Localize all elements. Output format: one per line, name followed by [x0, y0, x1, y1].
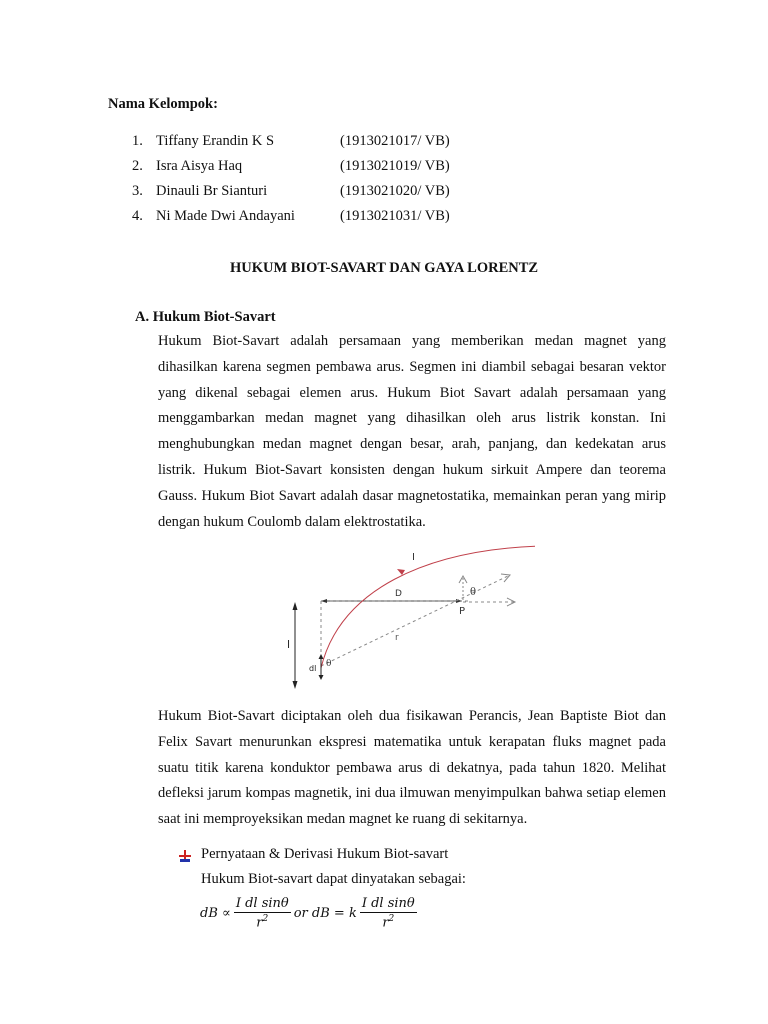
- member-number: 2.: [132, 158, 143, 174]
- label-height: l: [287, 638, 291, 651]
- formula-numerator-1: I dl sinθ: [235, 895, 289, 911]
- formula-denominator-2: $r^2$: [382, 913, 395, 931]
- bullet-cross-icon: [178, 849, 192, 863]
- formula-lhs: dB ∝: [200, 905, 231, 921]
- member-name: Tiffany Erandin K S: [156, 133, 275, 149]
- member-number: 1.: [132, 133, 143, 149]
- section-heading: A. Hukum Biot-Savart: [135, 309, 276, 325]
- dashed-r-line: [321, 575, 510, 666]
- member-id: (1913021017/ VB): [340, 133, 450, 149]
- member-id: (1913021031/ VB): [340, 208, 450, 224]
- formula-denominator-1: $r^2$: [256, 913, 269, 931]
- paragraph-history: Hukum Biot-Savart diciptakan oleh dua fisikawan Perancis, Jean Baptiste Biot dan Felix Savart menurunkan ekspresi matematika untuk kerapatan fluks magnet pada suatu titik karena konduktor pembawa arus di dekatnya, pada tahun 1820. Melihat defleksi jarum kompas magnetik, ini dua ilmuwan menyimpulkan bahwa setiap elemen saat ini memproyeksikan medan magnet ke ruang di sekitarnya.: [158, 708, 666, 828]
- member-name: Dinauli Br Sianturi: [156, 183, 268, 199]
- group-label: Nama Kelompok:: [108, 96, 218, 112]
- label-current: I: [412, 552, 415, 563]
- bullet-title: Pernyataan & Derivasi Hukum Biot-savart: [201, 846, 449, 862]
- member-id: (1913021020/ VB): [340, 183, 450, 199]
- label-distance: D: [395, 589, 402, 599]
- member-row: [132, 208, 492, 228]
- member-number: 4.: [132, 208, 143, 224]
- paragraph-intro: Hukum Biot-Savart adalah persamaan yang memberikan medan magnet yang dihasilkan karena segmen pembawa arus. Segmen ini diambil sebagai besaran vektor yang dikenal sebagai elemen arus. Hukum Biot Savart adalah persamaan yang menggambarkan medan magnet yang dihasilkan oleh arus listrik konstan. Ini menghubungkan medan magnet dengan besar, arah, panjang, dan kedekatan arus listrik. Hukum Biot-Savart konsisten dengan hukum sirkuit Ampere dan teorema Gauss. Hukum Biot Savart adalah dasar magnetostatika, memainkan peran yang mirip dengan hukum Coulomb dalam elektrostatika.: [158, 333, 666, 530]
- label-dl: dl: [309, 664, 317, 673]
- label-theta-bottom: θ: [326, 659, 332, 669]
- formula-fraction-1: [234, 896, 291, 930]
- member-id: (1913021019/ VB): [340, 158, 450, 174]
- label-theta-top: θ: [470, 587, 477, 598]
- formula-numerator-2: I dl sinθ: [361, 895, 415, 911]
- member-number: 3.: [132, 183, 143, 199]
- label-r: r: [395, 633, 399, 643]
- member-name: Ni Made Dwi Andayani: [156, 208, 295, 224]
- bullet-subtitle: Hukum Biot-savart dapat dinyatakan sebagai:: [201, 871, 466, 887]
- member-row: [132, 183, 492, 203]
- formula-fraction-2: [360, 896, 417, 930]
- page-title: HUKUM BIOT-SAVART DAN GAYA LORENTZ: [229, 260, 539, 276]
- formula-middle: or dB = k: [293, 905, 357, 921]
- member-row: [132, 158, 492, 178]
- label-point-p: P: [459, 606, 466, 617]
- member-name: Isra Aisya Haq: [156, 158, 243, 174]
- current-curve: [321, 546, 535, 668]
- member-row: [132, 133, 492, 153]
- biot-savart-diagram: [285, 540, 535, 690]
- biot-savart-formula: [200, 893, 420, 933]
